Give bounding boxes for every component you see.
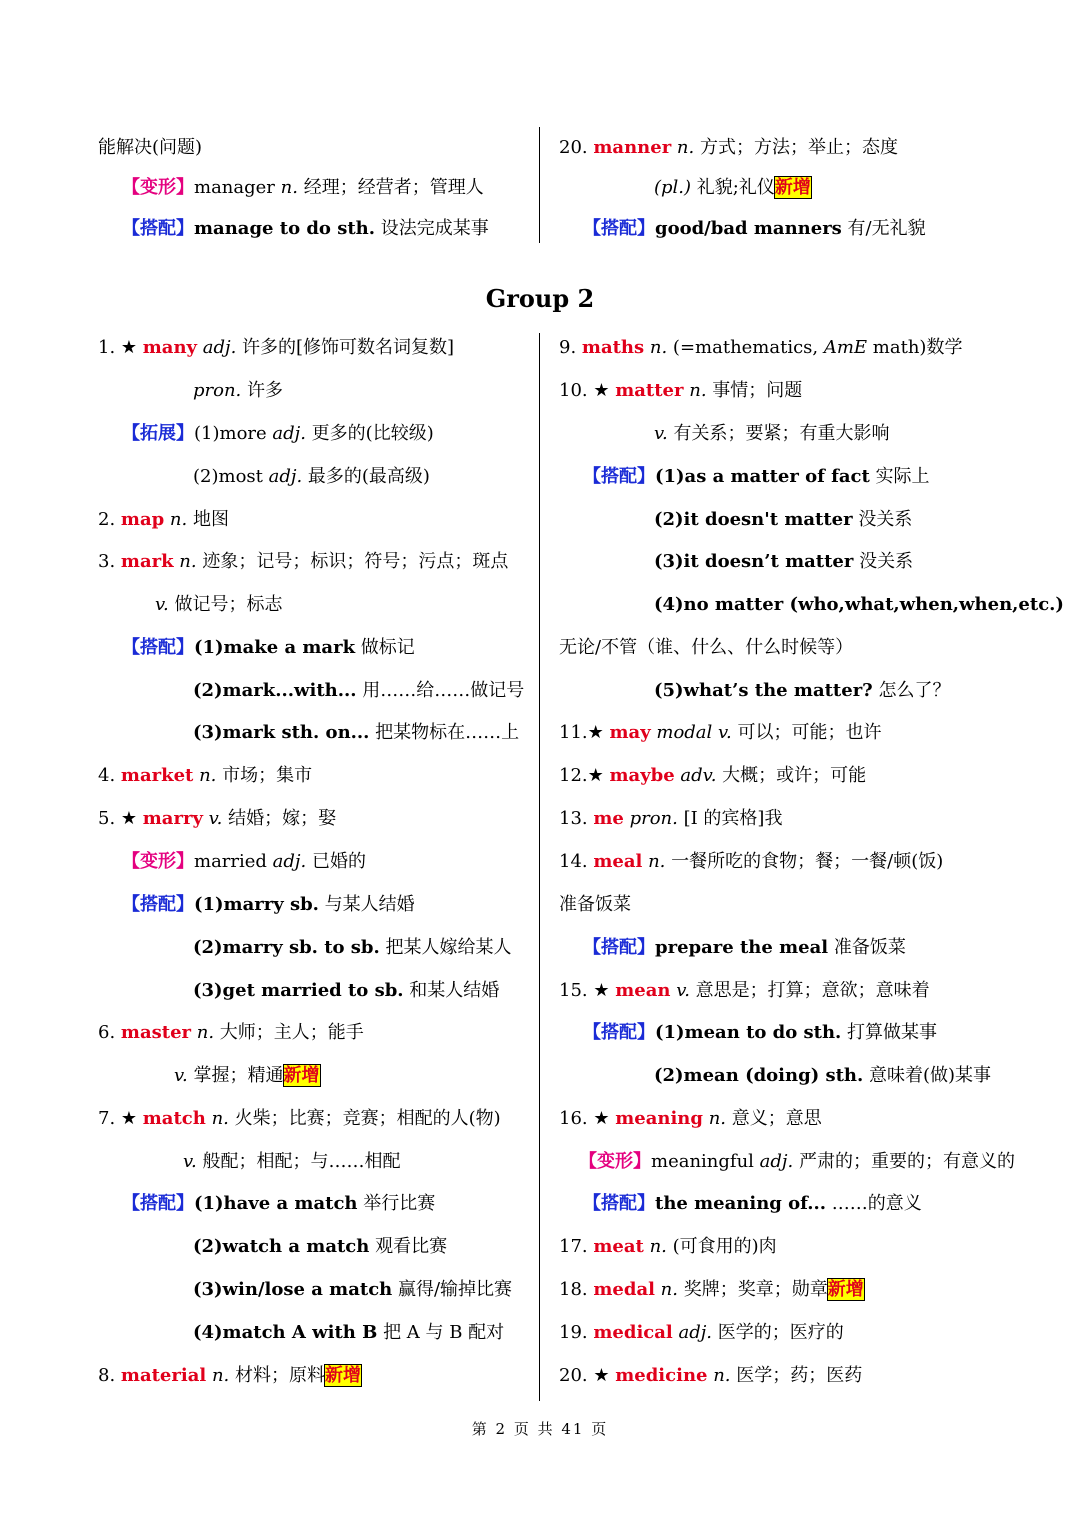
- collocation: (1)marry sb.: [194, 894, 319, 915]
- entry-match: [98, 1106, 501, 1132]
- headword: medal: [593, 1279, 655, 1300]
- variant-tag: 【变形】: [579, 1151, 651, 1172]
- part-of-speech: v.: [654, 423, 668, 444]
- entry-master: [98, 1020, 364, 1046]
- cn-text: 意味着(做)某事: [863, 1065, 992, 1086]
- entry-number: 8.: [98, 1365, 121, 1386]
- cn-text: 观看比赛: [369, 1236, 448, 1257]
- entry-number: 5. ★: [98, 808, 143, 829]
- headword: manner: [593, 137, 672, 158]
- collocation: (5)what’s the matter?: [654, 680, 873, 701]
- cn-text: 有关系；要紧；有重大影响: [667, 423, 890, 444]
- entry-line: [654, 175, 811, 201]
- collocation: (2)mark...with...: [193, 680, 357, 701]
- entry-meal: [559, 849, 943, 875]
- part-of-speech: adv.: [674, 765, 717, 786]
- entry-line: [193, 464, 430, 490]
- entry-line: [98, 135, 202, 161]
- cn-text: 迹象；记号；标识；符号；污点；斑点: [196, 551, 509, 572]
- collocation-tag: 【搭配】: [583, 1193, 655, 1214]
- cn-text: 举行比赛: [357, 1193, 436, 1214]
- collocation-tag: 【搭配】: [122, 894, 194, 915]
- headword: mark: [120, 551, 174, 572]
- entry-number: 7. ★: [98, 1108, 143, 1129]
- part-of-speech: n.: [671, 137, 695, 158]
- collocation: (2)mean (doing) sth.: [654, 1065, 864, 1086]
- entry-line: [583, 216, 926, 242]
- cn-text: 大师；主人；能手: [214, 1022, 364, 1043]
- cn-text: 把某物标在……上: [369, 722, 520, 743]
- cn-text: 一餐所吃的食物；餐；一餐/顿(饭): [665, 851, 944, 872]
- word-form: (1)more: [194, 423, 273, 444]
- cn-text: (=mathematics,: [667, 337, 824, 358]
- collocation: (2)marry sb. to sb.: [193, 937, 380, 958]
- cn-text: 已婚的: [306, 851, 366, 872]
- collocation: manage to do sth.: [194, 218, 376, 239]
- headword: match: [142, 1108, 206, 1129]
- entry-line: [654, 507, 912, 533]
- part-of-speech: modal v.: [650, 722, 732, 743]
- cn-text: 礼貌;礼仪: [691, 177, 775, 198]
- cn-text: 无论/不管（谁、什么、什么时候等）: [559, 637, 854, 658]
- cn-text: 火柴；比赛；竞赛；相配的人(物): [228, 1108, 501, 1129]
- entry-line: [579, 1149, 1015, 1175]
- cn-text: 许多的[修饰可数名词复数]: [236, 337, 455, 358]
- word-form: (2)most: [193, 466, 269, 487]
- cn-text: math)数学: [867, 337, 963, 358]
- part-of-speech: (pl.): [654, 177, 692, 198]
- entry-line: [583, 464, 930, 490]
- part-of-speech: v.: [670, 980, 690, 1001]
- entry-map: [98, 507, 229, 533]
- cn-text: (可食用的)肉: [666, 1236, 777, 1257]
- headword: master: [120, 1022, 191, 1043]
- entry-number: 12.★: [559, 765, 610, 786]
- part-of-speech: adj.: [672, 1322, 713, 1343]
- entry-market: [98, 763, 312, 789]
- entry-line: [174, 1063, 320, 1089]
- part-of-speech: adj.: [268, 466, 303, 487]
- entry-line: [654, 678, 950, 704]
- entry-line: [193, 720, 519, 746]
- column-divider: [539, 127, 540, 243]
- cn-text: 做记号；标志: [168, 594, 283, 615]
- part-of-speech: n.: [654, 1279, 678, 1300]
- collocation: (3)it doesn’t matter: [654, 551, 854, 572]
- cn-text: 结婚；嫁；娶: [222, 808, 337, 829]
- entry-mean: [559, 978, 930, 1004]
- cn-text: 奖牌；奖章；勋章: [678, 1279, 828, 1300]
- cn-text: 严肃的；重要的；有意义的: [793, 1151, 1015, 1172]
- part-of-speech: pron.: [623, 808, 678, 829]
- cn-text: 和某人结婚: [403, 980, 500, 1001]
- cn-text: 医学的；医疗的: [712, 1322, 844, 1343]
- entry-maybe: [559, 763, 866, 789]
- entry-number: 11.★: [559, 722, 610, 743]
- collocation: (4)no matter (who,what,when,when,etc.): [654, 594, 1064, 615]
- entry-line: [183, 1149, 401, 1175]
- page-footer: 第 2 页 共 41 页: [471, 1420, 609, 1438]
- cn-text: 赢得/输掉比赛: [392, 1279, 513, 1300]
- cn-text: 有/无礼貌: [841, 218, 926, 239]
- entry-line: [583, 1020, 937, 1046]
- entry-line: [193, 1277, 512, 1303]
- part-of-speech: adj.: [759, 1151, 794, 1172]
- part-of-speech: adj.: [272, 423, 306, 444]
- entry-line: [559, 135, 898, 161]
- collocation-tag: 【搭配】: [583, 1022, 655, 1043]
- headword: meaning: [615, 1108, 703, 1129]
- cn-text: ……的意义: [826, 1193, 922, 1214]
- entry-number: 6.: [98, 1022, 121, 1043]
- collocation-tag: 【搭配】: [583, 466, 655, 487]
- entry-line: [193, 378, 283, 404]
- part-of-speech: n.: [173, 551, 197, 572]
- entry-matter: [559, 378, 802, 404]
- entry-me: [559, 806, 782, 832]
- cn-text: 经理；经营者；管理人: [297, 177, 484, 198]
- part-of-speech: adj.: [272, 851, 307, 872]
- cn-text: 般配；相配；与……相配: [196, 1151, 401, 1172]
- word-form: married: [194, 851, 273, 872]
- entry-medicine: [559, 1363, 862, 1389]
- cn-text: 市场；集市: [216, 765, 313, 786]
- new-badge: 新增: [325, 1365, 361, 1386]
- collocation: (1)make a mark: [194, 637, 356, 658]
- entry-line: [122, 1191, 435, 1217]
- headword: meat: [593, 1236, 644, 1257]
- collocation: good/bad manners: [655, 218, 842, 239]
- cn-text: 准备饭菜: [828, 937, 906, 958]
- cn-text: 材料；原料: [229, 1365, 325, 1386]
- headword: market: [120, 765, 194, 786]
- entry-line: [122, 635, 415, 661]
- extension-tag: 【拓展】: [122, 423, 194, 444]
- headword: me: [593, 808, 624, 829]
- collocation: (4)match A with B: [193, 1322, 378, 1343]
- part-of-speech: v.: [202, 808, 223, 829]
- cn-text: 能解决(问题): [98, 137, 203, 158]
- part-of-speech: n.: [206, 1365, 230, 1386]
- entry-line: [193, 1320, 504, 1346]
- entry-many: [98, 335, 454, 361]
- entry-number: 3.: [98, 551, 121, 572]
- cn-text: 可以；可能；也许: [731, 722, 882, 743]
- word-form: meaningful: [651, 1151, 760, 1172]
- cn-text: 事情；问题: [706, 380, 803, 401]
- entry-number: 4.: [98, 765, 121, 786]
- cn-text: 把 A 与 B 配对: [377, 1322, 505, 1343]
- headword: matter: [615, 380, 684, 401]
- entry-line: [122, 216, 489, 242]
- entry-line: [122, 849, 366, 875]
- group-title: Group 2: [485, 284, 595, 313]
- part-of-speech: pron.: [193, 380, 242, 401]
- entry-number: 18.: [559, 1279, 594, 1300]
- cn-text: 大概；或许；可能: [716, 765, 867, 786]
- headword: map: [120, 509, 165, 530]
- collocation: (2)it doesn't matter: [654, 509, 853, 530]
- entry-line: [122, 421, 434, 447]
- part-of-speech: n.: [280, 177, 298, 198]
- variant-tag: 【变形】: [122, 851, 194, 872]
- collocation: (1)mean to do sth.: [655, 1022, 842, 1043]
- entry-number: 19.: [559, 1322, 594, 1343]
- entry-meaning: [559, 1106, 822, 1132]
- entry-medal: [559, 1277, 864, 1303]
- entry-number: 20.: [559, 137, 594, 158]
- entry-line: [654, 1063, 991, 1089]
- collocation: (3)win/lose a match: [193, 1279, 393, 1300]
- entry-material: [98, 1363, 361, 1389]
- part-of-speech: n.: [702, 1108, 727, 1129]
- entry-line: [583, 1191, 922, 1217]
- collocation: prepare the meal: [655, 937, 829, 958]
- entry-maths: [559, 335, 962, 361]
- part-of-speech: n.: [644, 337, 668, 358]
- entry-number: 17.: [559, 1236, 594, 1257]
- cn-text: 许多: [241, 380, 284, 401]
- cn-text: [I 的宾格]我: [677, 808, 783, 829]
- headword: many: [142, 337, 198, 358]
- cn-text: 与某人结婚: [318, 894, 415, 915]
- part-of-speech: v.: [183, 1151, 197, 1172]
- new-badge: 新增: [827, 1279, 864, 1300]
- cn-text: 最多的(最高级): [302, 466, 430, 487]
- entry-line: [155, 592, 283, 618]
- collocation: the meaning of...: [655, 1193, 827, 1214]
- cn-text: 医学；药；医药: [730, 1365, 863, 1386]
- entry-line: [654, 592, 1064, 618]
- entry-meat: [559, 1234, 777, 1260]
- headword: medicine: [615, 1365, 708, 1386]
- usage-label: AmE: [823, 337, 868, 358]
- entry-number: 13.: [559, 808, 594, 829]
- column-divider: [539, 333, 540, 1401]
- entry-mark: [98, 549, 508, 575]
- part-of-speech: v.: [174, 1065, 188, 1086]
- entry-number: 14.: [559, 851, 594, 872]
- headword: medical: [593, 1322, 673, 1343]
- entry-number: 10. ★: [559, 380, 616, 401]
- cn-text: 设法完成某事: [375, 218, 489, 239]
- entry-number: 1. ★: [98, 337, 143, 358]
- entry-marry: [98, 806, 336, 832]
- entry-medical: [559, 1320, 844, 1346]
- cn-text: 地图: [187, 509, 229, 530]
- cn-text: 掌握；精通: [187, 1065, 284, 1086]
- new-badge: 新增: [774, 177, 811, 198]
- collocation-tag: 【搭配】: [583, 218, 655, 239]
- entry-number: 16. ★: [559, 1108, 616, 1129]
- part-of-speech: n.: [191, 1022, 215, 1043]
- headword: maths: [581, 337, 645, 358]
- entry-line: [559, 635, 853, 661]
- collocation-tag: 【搭配】: [122, 218, 194, 239]
- headword: marry: [142, 808, 203, 829]
- headword: meal: [593, 851, 643, 872]
- entry-number: 2.: [98, 509, 121, 530]
- new-badge: 新增: [283, 1065, 320, 1086]
- cn-text: 没关系: [853, 551, 914, 572]
- entry-line: [583, 935, 906, 961]
- entry-line: [122, 175, 484, 201]
- entry-line: [193, 978, 499, 1004]
- part-of-speech: n.: [707, 1365, 731, 1386]
- collocation: (3)get married to sb.: [193, 980, 404, 1001]
- variant-tag: 【变形】: [122, 177, 194, 198]
- collocation: (1)have a match: [194, 1193, 358, 1214]
- entry-line: [654, 549, 913, 575]
- entry-line: [193, 1234, 447, 1260]
- headword: may: [609, 722, 651, 743]
- cn-text: 用……给……做记号: [356, 680, 525, 701]
- entry-line: [122, 892, 415, 918]
- part-of-speech: n.: [164, 509, 188, 530]
- headword: maybe: [609, 765, 675, 786]
- cn-text: 实际上: [869, 466, 930, 487]
- headword: material: [120, 1365, 207, 1386]
- entry-number: 9.: [559, 337, 582, 358]
- cn-text: 意义；意思: [726, 1108, 822, 1129]
- cn-text: 打算做某事: [841, 1022, 938, 1043]
- cn-text: 意思是；打算；意欲；意味着: [689, 980, 930, 1001]
- collocation-tag: 【搭配】: [122, 1193, 194, 1214]
- entry-line: [654, 421, 890, 447]
- collocation: (1)as a matter of fact: [655, 466, 870, 487]
- cn-text: 准备饭菜: [559, 894, 631, 915]
- part-of-speech: adj.: [197, 337, 237, 358]
- word-form: manager: [194, 177, 275, 198]
- entry-number: 20. ★: [559, 1365, 616, 1386]
- part-of-speech: v.: [155, 594, 169, 615]
- collocation: (3)mark sth. on...: [193, 722, 370, 743]
- part-of-speech: n.: [683, 380, 707, 401]
- cn-text: 没关系: [852, 509, 913, 530]
- headword: mean: [615, 980, 671, 1001]
- entry-number: 15. ★: [559, 980, 616, 1001]
- part-of-speech: n.: [205, 1108, 229, 1129]
- part-of-speech: n.: [643, 1236, 667, 1257]
- cn-text: 方式；方法；举止；态度: [694, 137, 898, 158]
- part-of-speech: n.: [193, 765, 217, 786]
- entry-line: [193, 678, 524, 704]
- cn-text: 更多的(比较级): [305, 423, 434, 444]
- collocation-tag: 【搭配】: [122, 637, 194, 658]
- cn-text: 把某人嫁给某人: [379, 937, 512, 958]
- collocation-tag: 【搭配】: [583, 937, 655, 958]
- collocation: (2)watch a match: [193, 1236, 370, 1257]
- entry-line: [193, 935, 512, 961]
- entry-line: [559, 892, 631, 918]
- part-of-speech: n.: [642, 851, 666, 872]
- cn-text: 怎么了？: [872, 680, 951, 701]
- entry-may: [559, 720, 882, 746]
- cn-text: 做标记: [355, 637, 415, 658]
